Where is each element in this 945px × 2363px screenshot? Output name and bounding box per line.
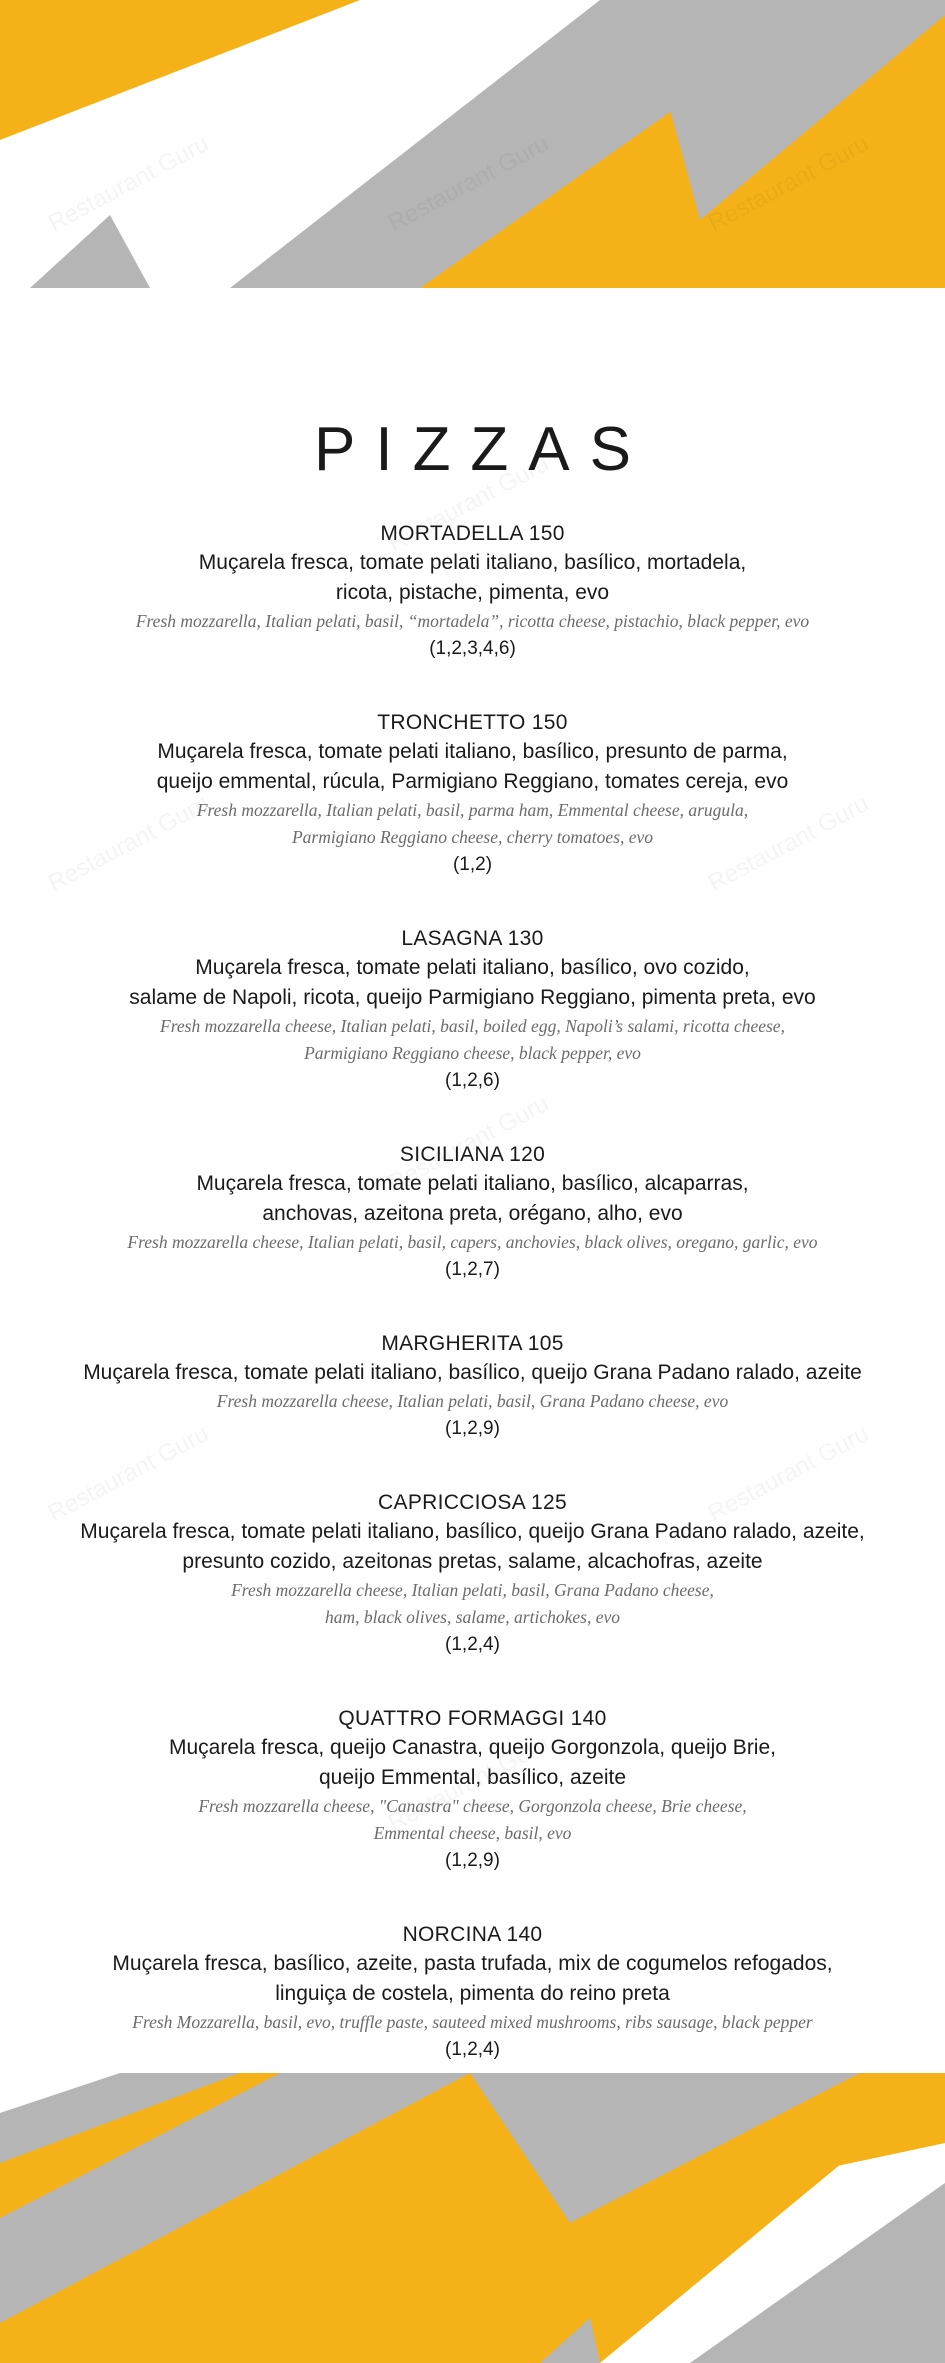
item-description-en: Parmigiano Reggiano cheese, black pepper, evo xyxy=(304,1043,641,1063)
item-description-en: Fresh mozzarella, Italian pelati, basil, “mortadela”, ricotta cheese, pistachio, black pepper, evo xyxy=(135,611,810,631)
item-description-pt: anchovas, azeitona preta, orégano, alho, evo xyxy=(262,1202,683,1225)
item-description-en: Fresh mozzarella cheese, Italian pelati, basil, boiled egg, Napoli’s salami, ricotta cheese, xyxy=(160,1016,785,1036)
item-description-en: Fresh mozzarella cheese, Italian pelati, basil, capers, anchovies, black olives, oregano, garlic, evo xyxy=(127,1232,818,1252)
menu-item xyxy=(40,1705,905,1875)
item-allergens: (1,2,7) xyxy=(445,1259,500,1280)
item-description-pt: linguiça de costela, pimenta do reino preta xyxy=(275,1982,670,2005)
menu-item xyxy=(40,1330,905,1443)
item-allergens: (1,2,9) xyxy=(445,1418,500,1439)
item-description-pt: ricota, pistache, pimenta, evo xyxy=(335,581,610,604)
menu-item xyxy=(40,1141,905,1284)
item-description-en: Fresh mozzarella cheese, Italian pelati, basil, Grana Padano cheese, evo xyxy=(216,1391,729,1411)
item-allergens: (1,2,4) xyxy=(445,1634,500,1655)
item-description-en: Fresh mozzarella, Italian pelati, basil, parma ham, Emmental cheese, arugula, xyxy=(196,800,749,820)
item-allergens: (1,2,9) xyxy=(445,1850,500,1871)
item-name-price: MORTADELLA 150 xyxy=(380,522,565,545)
item-description-pt: Muçarela fresca, basílico, azeite, pasta trufada, mix de cogumelos refogados, xyxy=(112,1952,833,1975)
item-description-pt: Muçarela fresca, tomate pelati italiano, basílico, alcaparras, xyxy=(196,1172,749,1195)
item-description-pt: Muçarela fresca, tomate pelati italiano, basílico, ovo cozido, xyxy=(195,956,750,979)
menu-item xyxy=(40,709,905,879)
item-description-pt: queijo emmental, rúcula, Parmigiano Reggiano, tomates cereja, evo xyxy=(156,770,789,793)
item-description-en: Fresh Mozzarella, basil, evo, truffle paste, sauteed mixed mushrooms, ribs sausage, black pepper xyxy=(132,2012,813,2032)
item-description-pt: Muçarela fresca, tomate pelati italiano, basílico, presunto de parma, xyxy=(157,740,788,763)
item-name-price: SICILIANA 120 xyxy=(399,1143,546,1166)
item-description-en: Parmigiano Reggiano cheese, cherry tomatoes, evo xyxy=(291,827,654,847)
item-description-pt: Muçarela fresca, tomate pelati italiano, basílico, queijo Grana Padano ralado, azeite, xyxy=(80,1520,865,1543)
item-name-price: QUATTRO FORMAGGI 140 xyxy=(338,1707,607,1730)
item-allergens: (1,2,6) xyxy=(445,1070,500,1091)
item-description-pt: Muçarela fresca, queijo Canastra, queijo Gorgonzola, queijo Brie, xyxy=(168,1736,776,1759)
item-name-price: CAPRICCIOSA 125 xyxy=(378,1491,567,1514)
item-description-pt: salame de Napoli, ricota, queijo Parmigiano Reggiano, pimenta preta, evo xyxy=(129,986,816,1009)
pizza-menu-list xyxy=(40,520,905,2110)
item-description-en: Fresh mozzarella cheese, Italian pelati, basil, Grana Padano cheese, xyxy=(231,1580,714,1600)
item-allergens: (1,2,4) xyxy=(445,2039,500,2060)
item-description-en: Emmental cheese, basil, evo xyxy=(373,1823,572,1843)
item-allergens: (1,2) xyxy=(452,854,493,875)
item-name-price: LASAGNA 130 xyxy=(401,927,544,950)
top-geometric-pattern xyxy=(0,0,945,290)
menu-item xyxy=(40,1921,905,2064)
item-name-price: MARGHERITA 105 xyxy=(381,1332,564,1355)
item-description-en: Fresh mozzarella cheese, "Canastra" cheese, Gorgonzola cheese, Brie cheese, xyxy=(198,1796,747,1816)
item-description-pt: Muçarela fresca, tomate pelati italiano, basílico, mortadela, xyxy=(198,551,747,574)
item-description-pt: queijo Emmental, basílico, azeite xyxy=(319,1766,626,1789)
menu-item xyxy=(40,1489,905,1659)
item-name-price: NORCINA 140 xyxy=(402,1923,543,1946)
menu-item xyxy=(40,925,905,1095)
item-allergens: (1,2,3,4,6) xyxy=(429,638,516,659)
item-description-pt: Muçarela fresca, tomate pelati italiano, basílico, queijo Grana Padano ralado, azeite xyxy=(83,1361,862,1384)
top-decorative-band xyxy=(0,0,945,290)
page-title: PIZZAS xyxy=(313,414,652,484)
item-description-pt: presunto cozido, azeitonas pretas, salame, alcachofras, azeite xyxy=(182,1550,763,1573)
bottom-decorative-band xyxy=(0,2073,945,2363)
item-description-en: ham, black olives, salame, artichokes, evo xyxy=(325,1607,620,1627)
bottom-geometric-pattern xyxy=(0,2073,945,2363)
menu-item xyxy=(40,520,905,663)
item-name-price: TRONCHETTO 150 xyxy=(377,711,568,734)
